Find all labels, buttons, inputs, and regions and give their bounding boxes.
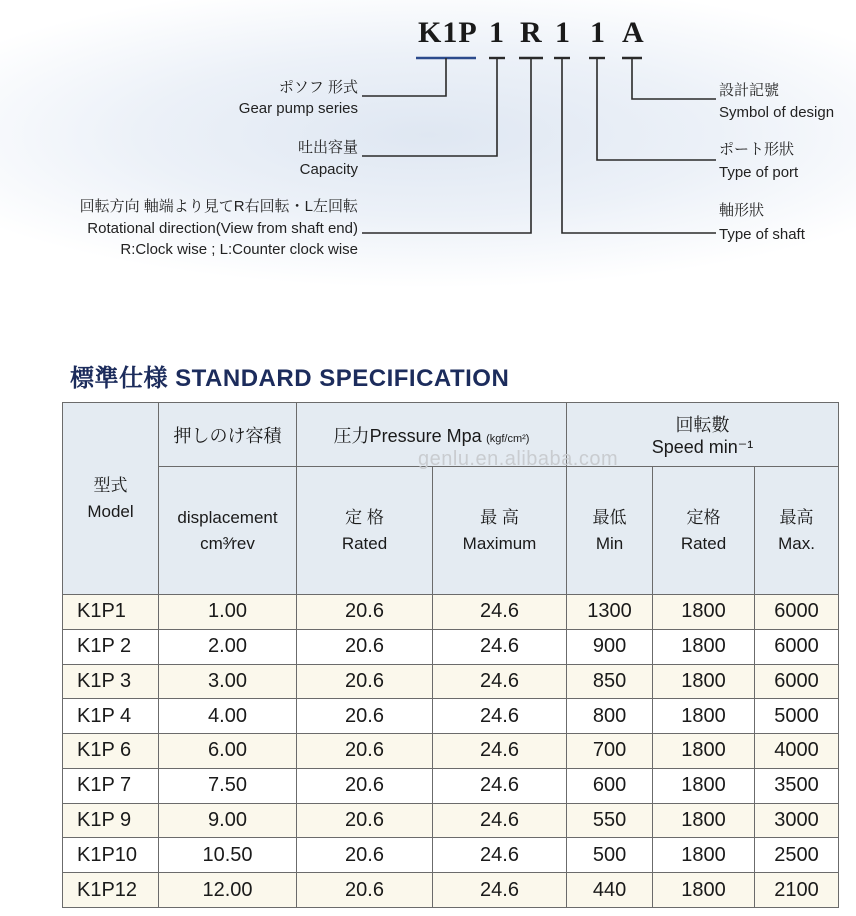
cell-disp: 1.00	[159, 595, 297, 630]
cell-max: 24.6	[433, 873, 567, 908]
cell-max: 24.6	[433, 803, 567, 838]
cell-max: 24.6	[433, 768, 567, 803]
cell-smax: 2500	[755, 838, 839, 873]
cell-model: K1P 4	[63, 699, 159, 734]
cell-min: 550	[567, 803, 653, 838]
header-speed-max: 最高 Max.	[755, 467, 839, 595]
legend-shaft-jp: 軸形狀	[719, 202, 765, 219]
cell-srated: 1800	[653, 699, 755, 734]
cell-disp: 3.00	[159, 664, 297, 699]
cell-min: 700	[567, 734, 653, 769]
cell-rated: 20.6	[297, 734, 433, 769]
header-model-jp: 型式	[93, 475, 128, 495]
header-speed-min: 最低 Min	[567, 467, 653, 595]
cell-smax: 3000	[755, 803, 839, 838]
cell-model: K1P 9	[63, 803, 159, 838]
cell-model: K1P1	[63, 595, 159, 630]
header-model	[63, 403, 159, 595]
section-title	[70, 358, 509, 393]
cell-model: K1P 2	[63, 629, 159, 664]
cell-model: K1P12	[63, 873, 159, 908]
table-row	[63, 803, 839, 838]
cell-smax: 6000	[755, 664, 839, 699]
header-pressure-rated: 定 格 Rated	[297, 467, 433, 595]
model-code-diagram	[0, 0, 856, 300]
cell-min: 850	[567, 664, 653, 699]
legend-series-en: Gear pump series	[238, 100, 358, 117]
header-speed-jp: 回転數	[675, 415, 730, 435]
table-row	[63, 699, 839, 734]
table-row	[63, 768, 839, 803]
cell-smax: 4000	[755, 734, 839, 769]
spec-table-body	[63, 595, 839, 908]
cell-max: 24.6	[433, 734, 567, 769]
section-title-en: STANDARD SPECIFICATION	[175, 365, 510, 392]
cell-disp: 12.00	[159, 873, 297, 908]
header-speed-en: Speed min⁻¹	[651, 437, 754, 457]
header-displacement-unit: cm³⁄rev	[200, 533, 255, 553]
legend-shaft-en: Type of shaft	[719, 226, 805, 243]
header-displacement-en: displacement	[177, 507, 278, 527]
cell-rated: 20.6	[297, 768, 433, 803]
cell-min: 440	[567, 873, 653, 908]
legend-series-jp: ポソフ 形式	[278, 79, 358, 96]
cell-disp: 4.00	[159, 699, 297, 734]
cell-min: 800	[567, 699, 653, 734]
cell-rated: 20.6	[297, 595, 433, 630]
cell-srated: 1800	[653, 873, 755, 908]
legend-rotation-jp: 回転方向 軸端より見てR右回転・L左回転	[79, 198, 358, 215]
cell-max: 24.6	[433, 838, 567, 873]
cell-disp: 10.50	[159, 838, 297, 873]
header-pressure-max: 最 高 Maximum	[433, 467, 567, 595]
cell-max: 24.6	[433, 629, 567, 664]
cell-disp: 7.50	[159, 768, 297, 803]
header-displacement	[159, 467, 297, 595]
watermark: genlu.en.alibaba.com	[418, 448, 619, 470]
code-capacity: 1	[489, 16, 505, 49]
cell-min: 900	[567, 629, 653, 664]
cell-smax: 6000	[755, 629, 839, 664]
cell-smax: 3500	[755, 768, 839, 803]
cell-srated: 1800	[653, 734, 755, 769]
cell-rated: 20.6	[297, 664, 433, 699]
cell-model: K1P 6	[63, 734, 159, 769]
code-port: 1	[590, 16, 606, 49]
cell-srated: 1800	[653, 768, 755, 803]
code-design: A	[622, 16, 645, 49]
code-shaft: 1	[555, 16, 571, 49]
cell-model: K1P10	[63, 838, 159, 873]
legend-design-en: Symbol of design	[719, 104, 835, 121]
cell-rated: 20.6	[297, 699, 433, 734]
legend-rotation-en2: R:Clock wise ; L:Counter clock wise	[120, 241, 358, 258]
cell-max: 24.6	[433, 595, 567, 630]
cell-model: K1P 3	[63, 664, 159, 699]
cell-srated: 1800	[653, 803, 755, 838]
code-rotation: R	[520, 16, 543, 49]
table-row	[63, 734, 839, 769]
cell-rated: 20.6	[297, 838, 433, 873]
legend-capacity-en: Capacity	[299, 161, 358, 178]
cell-srated: 1800	[653, 629, 755, 664]
cell-srated: 1800	[653, 595, 755, 630]
cell-smax: 2100	[755, 873, 839, 908]
header-pressure-en: Pressure Mpa	[369, 425, 482, 446]
legend-port-en: Type of port	[719, 164, 799, 181]
section-title-jp: 標準仕様	[70, 364, 168, 392]
cell-min: 500	[567, 838, 653, 873]
cell-disp: 2.00	[159, 629, 297, 664]
cell-disp: 9.00	[159, 803, 297, 838]
cell-smax: 6000	[755, 595, 839, 630]
cell-max: 24.6	[433, 664, 567, 699]
spec-table	[62, 402, 839, 908]
cell-rated: 20.6	[297, 873, 433, 908]
cell-srated: 1800	[653, 664, 755, 699]
legend-design-jp: 設計記號	[719, 82, 780, 99]
legend-rotation-en: Rotational direction(View from shaft end)	[87, 220, 358, 237]
table-row	[63, 595, 839, 630]
cell-min: 1300	[567, 595, 653, 630]
cell-max: 24.6	[433, 699, 567, 734]
cell-disp: 6.00	[159, 734, 297, 769]
legend-capacity-jp: 吐出容量	[297, 139, 358, 156]
header-displacement-jp: 押しのけ容積	[159, 403, 297, 467]
table-row	[63, 838, 839, 873]
header-pressure-jp: 圧力	[333, 425, 370, 446]
cell-smax: 5000	[755, 699, 839, 734]
cell-min: 600	[567, 768, 653, 803]
header-speed-rated: 定格 Rated	[653, 467, 755, 595]
cell-srated: 1800	[653, 838, 755, 873]
table-row	[63, 664, 839, 699]
cell-rated: 20.6	[297, 803, 433, 838]
header-model-en: Model	[87, 501, 134, 521]
legend-port-jp: ポート形狀	[719, 141, 795, 158]
cell-rated: 20.6	[297, 629, 433, 664]
table-row	[63, 873, 839, 908]
code-series: K1P	[418, 16, 478, 49]
table-row	[63, 629, 839, 664]
header-pressure-unit: (kgf/cm²)	[486, 432, 530, 445]
cell-model: K1P 7	[63, 768, 159, 803]
